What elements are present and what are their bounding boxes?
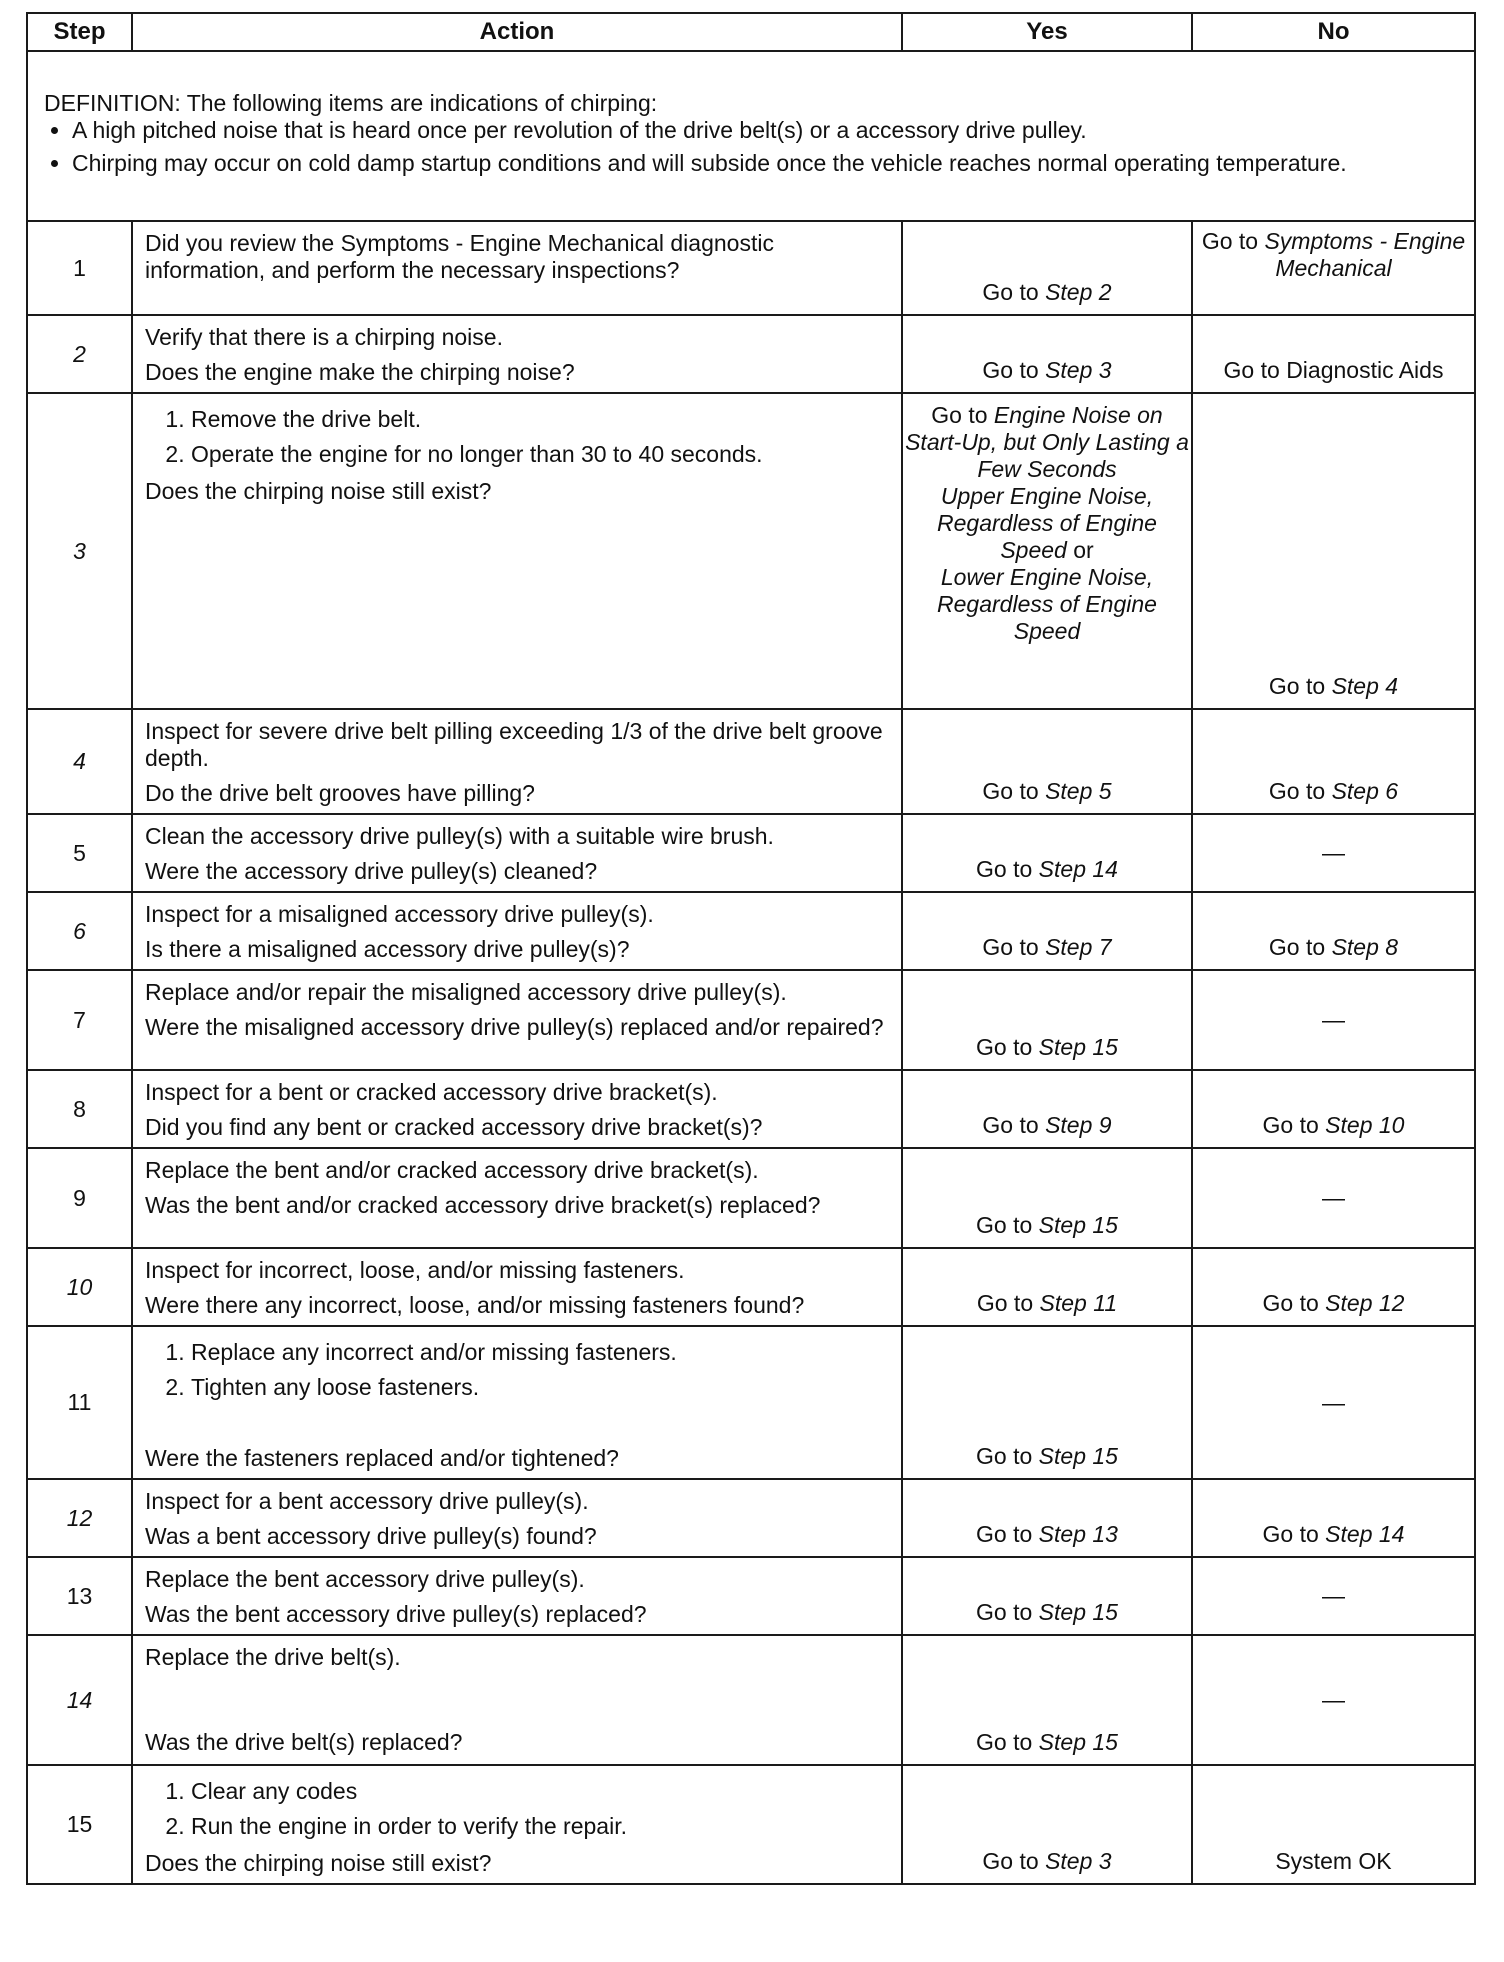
goto-step-number: 15 [1092,1034,1118,1060]
yes-goto-list [903,394,1191,645]
action-question: Were there any incorrect, loose, and/or missing fasteners found? [145,1292,805,1318]
goto-prefix: Go to [976,1290,1034,1316]
yes-goto[interactable] [903,856,1191,883]
no-goto[interactable] [1193,1521,1474,1548]
yes-goto-3[interactable] [903,564,1191,645]
no-goto[interactable] [1193,222,1474,282]
no-dash: — [1322,839,1345,866]
goto-step-word: Step [1045,357,1093,383]
yes-cell [902,1635,1192,1765]
step-number: 8 [27,1070,132,1148]
action-cell [132,1479,902,1557]
no-cell [1192,1148,1475,1248]
no-cell [1192,1635,1475,1765]
definition-bullet: • A high pitched noise that is heard once per revolution of the drive belt(s) or a accessory drive pulley. [72,118,1458,143]
goto-prefix: Go to [1262,1290,1319,1316]
header-yes: Yes [902,13,1192,51]
step-row-13 [27,1557,1475,1635]
no-dash: — [1322,1389,1345,1415]
no-cell [1192,814,1475,892]
goto-step-number: 13 [1092,1521,1118,1547]
yes-goto[interactable] [903,778,1191,805]
action-list-item: 1. Replace any incorrect and/or missing fasteners. [191,1335,891,1370]
action-text: Did you review the Symptoms - Engine Mechanical diagnostic information, and perform the necessary inspections? [145,230,774,283]
yes-goto[interactable] [903,357,1191,384]
step-row-2 [27,315,1475,393]
action-text: Replace and/or repair the misaligned accessory drive pulley(s). [145,979,787,1005]
goto-step-number: 11 [1093,1290,1118,1316]
step-number: 13 [27,1557,132,1635]
definition-list [44,118,1458,176]
goto-step-word: Step [1045,934,1093,960]
step-row-4 [27,709,1475,814]
goto-step-number: 2 [1098,279,1112,305]
goto-prefix: Go to [976,1599,1033,1625]
action-text: Replace the bent accessory drive pulley(s). [145,1566,585,1592]
yes-goto-1[interactable] [903,402,1191,483]
yes-cell [902,970,1192,1070]
goto-prefix: Go to [976,1443,1033,1469]
goto-step-number: 7 [1098,934,1112,960]
action-question: Does the chirping noise still exist? [145,478,492,504]
action-question: Does the chirping noise still exist? [145,1850,492,1876]
step-row-3 [27,393,1475,709]
step-number: 11 [27,1326,132,1479]
step-row-9 [27,1148,1475,1248]
header-step: Step [27,13,132,51]
yes-goto[interactable] [903,1521,1191,1548]
action-question: Were the accessory drive pulley(s) cleaned? [145,858,598,884]
goto-step-number: 15 [1092,1212,1118,1238]
yes-cell [902,1148,1192,1248]
yes-goto[interactable] [903,1290,1191,1317]
goto-step-number: 14 [1378,1521,1405,1547]
goto-step-number: 3 [1098,1848,1112,1874]
yes-cell [902,315,1192,393]
action-cell [132,1326,902,1479]
yes-cell [902,1070,1192,1148]
no-goto[interactable] [1193,1290,1474,1317]
goto-prefix: Go to [1262,1521,1319,1547]
step-number: 12 [27,1479,132,1557]
goto-step-word: Step [1325,1521,1373,1547]
action-text: Verify that there is a chirping noise. [145,324,503,350]
no-dash: — [1322,1184,1345,1211]
action-cell [132,970,902,1070]
no-cell [1192,1479,1475,1557]
goto-step-word: Step [1038,1729,1086,1755]
goto-section: Engine Noise on Start-Up, but Only Lasting a Few Seconds [905,402,1189,482]
action-question: Do the drive belt grooves have pilling? [145,780,535,806]
action-question: Did you find any bent or cracked accessory drive bracket(s)? [145,1114,763,1140]
no-goto[interactable] [1193,934,1474,961]
definition-intro: DEFINITION: The following items are indications of chirping: [44,90,658,116]
action-list [145,1774,891,1844]
goto-step-word: Step [1331,673,1379,699]
goto-step-word: Step [1038,1212,1086,1238]
action-cell [132,1070,902,1148]
goto-step-word: Step [1038,1599,1086,1625]
yes-goto[interactable] [903,1443,1191,1470]
goto-prefix: Go to [976,1729,1033,1755]
no-cell [1192,1070,1475,1148]
no-cell [1192,315,1475,393]
step-row-5 [27,814,1475,892]
yes-cell [902,221,1192,315]
yes-cell [902,1479,1192,1557]
action-question: Is there a misaligned accessory drive pulley(s)? [145,936,630,962]
no-goto[interactable] [1193,673,1474,700]
goto-step-word: Step [1325,1290,1373,1316]
goto-step-number: 12 [1378,1290,1405,1316]
goto-prefix: Go to [1268,934,1326,960]
step-row-12 [27,1479,1475,1557]
action-cell [132,221,902,315]
step-number: 9 [27,1148,132,1248]
goto-step-number: 6 [1385,778,1399,804]
no-cell [1192,1765,1475,1884]
no-cell [1192,1557,1475,1635]
goto-section: Lower Engine Noise, Regardless of Engine Speed [937,564,1157,644]
goto-prefix: Go to [982,279,1039,305]
step-number: 15 [27,1765,132,1884]
yes-goto[interactable] [903,279,1191,306]
step-row-6 [27,892,1475,970]
yes-cell [902,1326,1192,1479]
goto-step-word: Step [1045,279,1093,305]
action-text: Clean the accessory drive pulley(s) with a suitable wire brush. [145,823,774,849]
no-cell [1192,709,1475,814]
action-list [145,1335,891,1405]
action-text: Inspect for severe drive belt pilling exceeding 1/3 of the drive belt groove depth. [145,718,883,771]
step-row-11 [27,1326,1475,1479]
header-no: No [1192,13,1475,51]
no-dash: — [1322,1686,1345,1713]
diagnostic-table [26,12,1476,1885]
action-list [145,402,891,472]
step-number: 4 [27,709,132,814]
goto-step-word: Step [1038,1521,1086,1547]
action-cell [132,1557,902,1635]
step-number: 14 [27,1635,132,1765]
diagnostic-document [26,12,1474,1885]
step-row-15 [27,1765,1475,1884]
action-question: Was the drive belt(s) replaced? [145,1729,463,1755]
step-number: 3 [27,393,132,709]
goto-step-word: Step [1038,856,1086,882]
definition-cell [27,51,1475,221]
goto-prefix: Go to [982,778,1039,804]
yes-goto-2[interactable] [903,483,1191,564]
goto-step-word: Step [1039,1290,1087,1316]
action-cell [132,1635,902,1765]
no-goto[interactable]: Go to Diagnostic Aids [1223,357,1444,383]
no-cell [1192,1248,1475,1326]
action-cell [132,709,902,814]
step-number: 7 [27,970,132,1070]
goto-step-number: 15 [1092,1729,1118,1755]
no-result: System OK [1275,1848,1392,1874]
step-row-8 [27,1070,1475,1148]
step-number: 5 [27,814,132,892]
goto-prefix: Go to [982,357,1039,383]
step-row-14 [27,1635,1475,1765]
action-text: Inspect for a misaligned accessory drive pulley(s). [145,901,654,927]
no-cell [1192,393,1475,709]
yes-cell [902,1248,1192,1326]
yes-cell [902,1765,1192,1884]
goto-section: Upper Engine Noise, Regardless of Engine Speed [937,483,1157,563]
goto-step-number: 8 [1385,934,1399,960]
goto-step-word: Step [1331,934,1379,960]
action-cell [132,1765,902,1884]
goto-prefix: Go to [976,856,1033,882]
action-list-item: 2. Operate the engine for no longer than 30 to 40 seconds. [191,437,891,472]
yes-goto[interactable] [903,1729,1191,1756]
or-text: or [1073,537,1094,563]
no-cell [1192,221,1475,315]
yes-cell [902,1557,1192,1635]
action-cell [132,1148,902,1248]
step-number: 1 [27,221,132,315]
action-text: Replace the bent and/or cracked accessory drive bracket(s). [145,1157,759,1183]
goto-prefix: Go to [1201,228,1259,254]
no-cell [1192,970,1475,1070]
yes-goto[interactable] [903,1034,1191,1061]
action-cell [132,315,902,393]
no-goto[interactable] [1193,1112,1474,1139]
action-text: Inspect for a bent or cracked accessory drive bracket(s). [145,1079,718,1105]
action-list-item: 2. Tighten any loose fasteners. [191,1370,891,1405]
goto-step-number: 14 [1092,856,1118,882]
goto-prefix: Go to [976,1034,1033,1060]
goto-prefix: Go to [976,1212,1033,1238]
yes-goto[interactable] [903,1599,1191,1626]
goto-step-number: 4 [1385,673,1399,699]
goto-prefix: Go to [982,1112,1039,1138]
goto-prefix: Go to [976,1521,1033,1547]
yes-goto[interactable] [903,1848,1191,1875]
action-list-item: 1. Remove the drive belt. [191,402,891,437]
goto-step-number: 10 [1378,1112,1405,1138]
spacer [145,1411,891,1445]
action-text: Replace the drive belt(s). [145,1644,401,1670]
yes-goto[interactable] [903,934,1191,961]
action-question: Were the misaligned accessory drive pulley(s) replaced and/or repaired? [145,1014,884,1040]
action-cell [132,1248,902,1326]
goto-step-word: Step [1038,1443,1086,1469]
yes-cell [902,892,1192,970]
goto-prefix: Go to [982,1848,1039,1874]
goto-step-number: 3 [1098,357,1112,383]
step-row-1 [27,221,1475,315]
goto-prefix: Go to [982,934,1039,960]
definition-row [27,51,1475,221]
goto-step-number: 15 [1092,1599,1118,1625]
action-question: Was the bent and/or cracked accessory drive bracket(s) replaced? [145,1192,821,1218]
step-row-10 [27,1248,1475,1326]
goto-step-word: Step [1325,1112,1373,1138]
step-row-7 [27,970,1475,1070]
action-question: Does the engine make the chirping noise? [145,359,575,385]
goto-step-word: Step [1331,778,1379,804]
goto-step-word: Step [1045,778,1093,804]
action-question: Were the fasteners replaced and/or tightened? [145,1445,619,1471]
no-cell [1192,1326,1475,1479]
action-text: Inspect for a bent accessory drive pulley(s). [145,1488,589,1514]
action-question: Was a bent accessory drive pulley(s) found? [145,1523,597,1549]
goto-prefix: Go to [1262,1112,1319,1138]
yes-goto[interactable] [903,1112,1191,1139]
action-text: Inspect for incorrect, loose, and/or missing fasteners. [145,1257,685,1283]
definition-bullet: • Chirping may occur on cold damp startup conditions and will subside once the vehicle reaches normal operating temperature. [72,151,1458,176]
step-number: 2 [27,315,132,393]
goto-step-number: 9 [1098,1112,1112,1138]
header-action: Action [132,13,902,51]
action-cell [132,814,902,892]
yes-goto[interactable] [903,1212,1191,1239]
no-dash: — [1322,1006,1345,1033]
goto-step-word: Step [1045,1112,1093,1138]
goto-prefix: Go to [1268,778,1326,804]
action-list-item: 1. Clear any codes [191,1774,891,1809]
no-dash: — [1322,1582,1345,1609]
goto-prefix: Go to [931,402,988,428]
yes-cell [902,709,1192,814]
yes-cell [902,393,1192,709]
action-cell [132,892,902,970]
step-number: 10 [27,1248,132,1326]
goto-step-word: Step [1038,1034,1086,1060]
no-goto[interactable] [1193,778,1474,805]
goto-step-number: 15 [1092,1443,1118,1469]
goto-step-number: 5 [1098,778,1112,804]
action-cell [132,393,902,709]
goto-step-word: Step [1045,1848,1093,1874]
header-row [27,13,1475,51]
goto-prefix: Go to [1268,673,1326,699]
no-cell [1192,892,1475,970]
goto-section: Symptoms - Engine Mechanical [1264,228,1466,281]
action-list-item: 2. Run the engine in order to verify the repair. [191,1809,891,1844]
step-number: 6 [27,892,132,970]
yes-cell [902,814,1192,892]
action-question: Was the bent accessory drive pulley(s) replaced? [145,1601,647,1627]
